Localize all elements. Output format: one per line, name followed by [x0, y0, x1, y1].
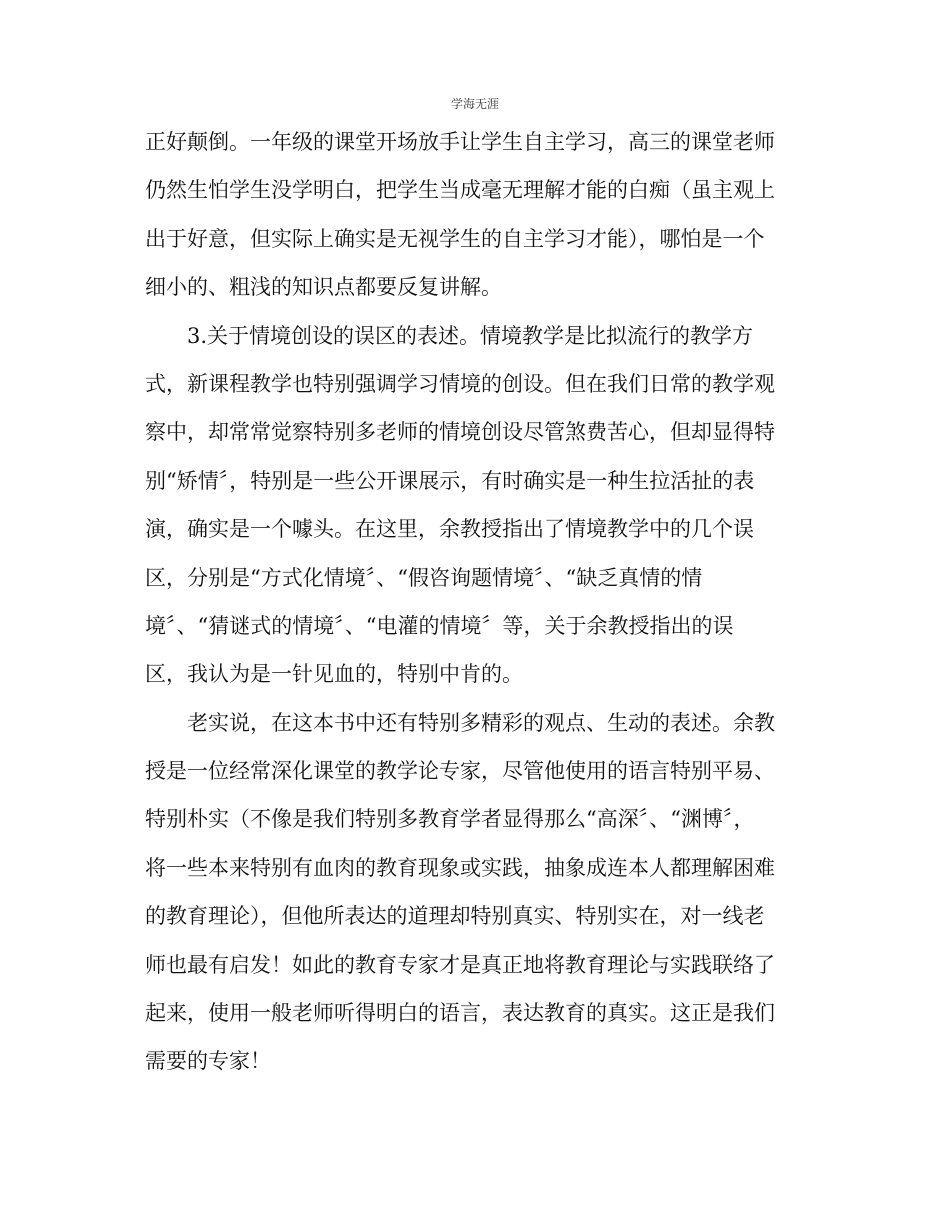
- text-line: 的教育理论），但他所表达的道理却特别真实、特别实在，对一线老: [145, 904, 765, 929]
- text-line: 境〞、“猜谜式的情境〞、“电灌的情境〞等，关于余教授指出的误: [145, 613, 734, 638]
- text-line: 特别朴实（不像是我们特别多教育学者显得那么“高深〞、“渊博〞，: [145, 807, 755, 832]
- text-line: 式，新课程教学也特别强调学习情境的创设。但在我们日常的教学观: [145, 371, 775, 396]
- text-line: 演，确实是一个噱头。在这里，余教授指出了情境教学中的几个误: [145, 517, 754, 542]
- text-line: 仍然生怕学生没学明白，把学生当成毫无理解才能的白痴（虽主观上: [145, 178, 775, 203]
- text-line: 区，分别是“方式化情境〞、“假咨询题情境〞、“缺乏真情的情: [145, 565, 703, 590]
- text-line: 3.关于情境创设的误区的表述。情境教学是比拟流行的教学方: [187, 323, 754, 348]
- text-line: 师也最有启发！如此的教育专家才是真正地将教育理论与实践联络了: [145, 952, 775, 977]
- text-line: 出于好意，但实际上确实是无视学生的自主学习才能），哪怕是一个: [145, 226, 765, 251]
- page-header: 学海无涯: [450, 97, 499, 111]
- text-line: 正好颠倒。一年级的课堂开场放手让学生自主学习，高三的课堂老师: [145, 130, 775, 154]
- text-line: 别“矫情〞，特别是一些公开课展示，有时确实是一种生拉活扯的表: [145, 468, 755, 493]
- text-line: 老实说，在这本书中还有特别多精彩的观点、生动的表述。余教: [187, 710, 775, 735]
- text-line: 起来，使用一般老师听得明白的语言，表达教育的真实。这正是我们: [145, 1001, 775, 1026]
- text-line: 授是一位经常深化课堂的教学论专家，尽管他使用的语言特别平易、: [145, 759, 775, 784]
- text-line: 察中，却常常觉察特别多老师的情境创设尽管煞费苦心，但却显得特: [145, 420, 775, 445]
- body-text: [145, 118, 810, 1086]
- text-line: 细小的、粗浅的知识点都要反复讲解。: [145, 275, 502, 300]
- text-line: 将一些本来特别有血肉的教育现象或实践，抽象成连本人都理解困难: [145, 855, 775, 880]
- text-line: 区，我认为是一针见血的，特别中肯的。: [145, 662, 523, 687]
- text-line: 需要的专家！: [145, 1049, 271, 1074]
